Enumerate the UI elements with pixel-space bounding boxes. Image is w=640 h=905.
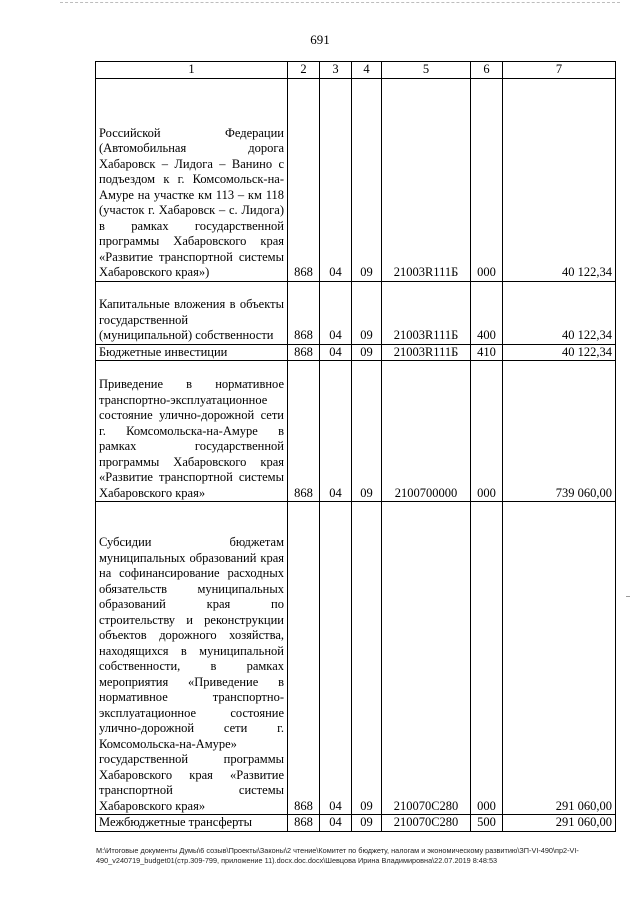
row-expense-type: 000 — [471, 361, 503, 502]
row-subsection: 09 — [352, 815, 382, 832]
header-col-4: 4 — [352, 62, 382, 79]
row-section: 04 — [320, 78, 352, 281]
row-name: Бюджетные инвестиции — [96, 344, 288, 361]
header-col-3: 3 — [320, 62, 352, 79]
row-section: 04 — [320, 344, 352, 361]
row-subsection: 09 — [352, 361, 382, 502]
header-col-6: 6 — [471, 62, 503, 79]
row-section: 04 — [320, 815, 352, 832]
row-target-code: 21003R111Б — [382, 344, 471, 361]
row-amount: 739 060,00 — [503, 361, 616, 502]
header-col-5: 5 — [382, 62, 471, 79]
row-target-code: 21003R111Б — [382, 281, 471, 344]
row-name: Субсидии бюджетам муниципальных образований края на софинансирование расходных обязательств муниципальных образований края по строительству и реконструкции объектов дорожного хозяйства, находящихся в муниципальной собственности, в рамках мероприятия «Приведение в нормативное транспортно-эксплуатационное состояние улично-дорожной сети г. Комсомольска-на-Амуре» государственной программы Хабаровского края «Развитие транспортной системы Хабаровского края» — [96, 502, 288, 815]
row-ministry: 868 — [288, 281, 320, 344]
budget-table — [95, 61, 616, 832]
row-ministry: 868 — [288, 344, 320, 361]
row-target-code: 210070С280 — [382, 502, 471, 815]
row-subsection: 09 — [352, 78, 382, 281]
row-name: Приведение в нормативное транспортно-эксплуатационное состояние улично-дорожной сети г. Комсомольска-на-Амуре в рамках государственной программы Хабаровского края «Развитие транспортной системы Хабаровского края» — [96, 361, 288, 502]
header-col-7: 7 — [503, 62, 616, 79]
header-col-2: 2 — [288, 62, 320, 79]
row-subsection: 09 — [352, 281, 382, 344]
row-expense-type: 500 — [471, 815, 503, 832]
row-subsection: 09 — [352, 344, 382, 361]
row-subsection: 09 — [352, 502, 382, 815]
table-row — [96, 502, 616, 815]
row-amount: 291 060,00 — [503, 502, 616, 815]
page-number: 691 — [310, 32, 330, 47]
table-row — [96, 815, 616, 832]
row-amount: 40 122,34 — [503, 281, 616, 344]
row-name: Капитальные вложения в объекты государственной (муниципальной) собственности — [96, 281, 288, 344]
row-amount: 40 122,34 — [503, 78, 616, 281]
margin-mark — [626, 596, 630, 597]
row-section: 04 — [320, 361, 352, 502]
row-name: Межбюджетные трансферты — [96, 815, 288, 832]
top-edge-line — [60, 2, 620, 4]
row-target-code: 2100700000 — [382, 361, 471, 502]
table-row — [96, 78, 616, 281]
row-section: 04 — [320, 502, 352, 815]
header-col-1: 1 — [96, 62, 288, 79]
row-expense-type: 000 — [471, 78, 503, 281]
row-ministry: 868 — [288, 361, 320, 502]
header-row — [96, 62, 616, 79]
row-expense-type: 400 — [471, 281, 503, 344]
table-row — [96, 361, 616, 502]
row-ministry: 868 — [288, 815, 320, 832]
row-target-code: 210070С280 — [382, 815, 471, 832]
row-amount: 40 122,34 — [503, 344, 616, 361]
document-path-footer: M:\Итоговые документы Думы\6 созыв\Проекты\Законы\2 чтение\Комитет по бюджету, налогам и экономическому развитию\ЗП-VI-490\пр2-VI-490_v240719_budget01(стр.309-799, приложение 11).docx.doc.docx\Шевцова Ирина Владимировна\22.07.2019 8:48:53 — [96, 846, 579, 865]
row-target-code: 21003R111Б — [382, 78, 471, 281]
row-expense-type: 410 — [471, 344, 503, 361]
table-row — [96, 281, 616, 344]
row-amount: 291 060,00 — [503, 815, 616, 832]
row-ministry: 868 — [288, 502, 320, 815]
table-row — [96, 344, 616, 361]
row-expense-type: 000 — [471, 502, 503, 815]
row-section: 04 — [320, 281, 352, 344]
row-name: Российской Федерации (Автомобильная дорога Хабаровск – Лидога – Ванино с подъездом к г. Комсомольск-на-Амуре на участке км 113 – км 118 (участок г. Хабаровск – с. Лидога) в рамках государственной программы Хабаровского края «Развитие транспортной системы Хабаровского края») — [96, 78, 288, 281]
row-ministry: 868 — [288, 78, 320, 281]
